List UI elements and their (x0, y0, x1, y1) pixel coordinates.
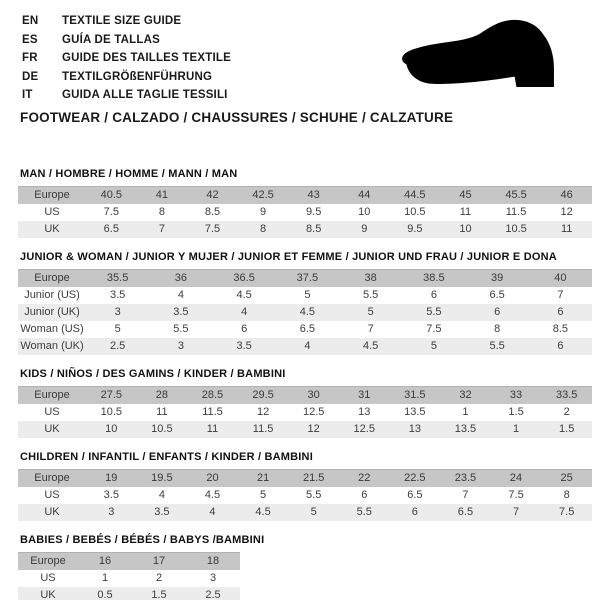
size-cell: 25 (560, 472, 573, 484)
size-cell: 20 (206, 472, 219, 484)
size-cell: 11 (459, 206, 472, 218)
table-row (18, 204, 592, 221)
size-cell: 8.5 (306, 223, 322, 235)
table-row (18, 470, 592, 488)
size-cell: 11.5 (202, 406, 223, 418)
row-label: US (40, 572, 56, 584)
size-cell: 2.5 (205, 589, 221, 600)
row-label: Europe (34, 389, 70, 401)
table-row (18, 421, 592, 438)
size-cell: 7.5 (559, 506, 575, 518)
size-cell: 10.5 (100, 406, 122, 418)
size-cell: 12.5 (353, 423, 375, 435)
table-row (18, 221, 592, 238)
size-cell: 4 (241, 306, 248, 318)
size-cell: 4 (177, 289, 184, 301)
size-cell: 44 (358, 189, 371, 201)
language-code: EN (22, 15, 39, 28)
size-cell: 6 (241, 323, 248, 335)
size-cell: 36 (174, 272, 187, 284)
size-cell: 7 (557, 289, 564, 301)
size-cell: 3.5 (236, 340, 252, 352)
table-row (18, 304, 592, 321)
row-label: UK (40, 589, 56, 600)
table-row (18, 504, 592, 521)
size-cell: 19.5 (151, 472, 173, 484)
size-cell: 9.5 (306, 206, 322, 218)
size-cell: 28 (155, 389, 169, 401)
row-label: UK (44, 223, 60, 235)
language-row (22, 68, 231, 87)
size-cell: 5.5 (489, 340, 505, 352)
size-cell: 1.5 (559, 423, 575, 435)
size-cell: 6 (557, 306, 564, 318)
size-cell: 1.5 (151, 589, 167, 600)
language-list (22, 12, 231, 105)
size-cell: 12 (307, 423, 320, 435)
size-cell: 22.5 (404, 472, 426, 484)
language-code: IT (22, 89, 33, 102)
language-label: GUIDA ALLE TAGLIE TESSILI (62, 89, 228, 102)
language-row (22, 31, 231, 50)
size-cell: 0.5 (97, 589, 113, 600)
size-cell: 7.5 (508, 489, 524, 501)
size-cell: 7 (367, 323, 374, 335)
language-label: GUIDE DES TAILLES TEXTILE (62, 52, 231, 65)
size-cell: 45.5 (505, 189, 527, 201)
size-cell: 7.5 (426, 323, 442, 335)
size-cell: 8 (494, 323, 501, 335)
table-row (18, 187, 592, 205)
size-cell: 10.5 (151, 423, 173, 435)
size-cell: 5.5 (173, 323, 189, 335)
size-cell: 11.5 (505, 206, 527, 218)
size-cell: 5 (430, 340, 437, 352)
row-label: Woman (US) (20, 323, 84, 335)
size-table-section-man (18, 168, 592, 238)
size-table (18, 386, 592, 438)
size-cell: 16 (98, 555, 112, 567)
size-cell: 39 (491, 272, 504, 284)
size-table (18, 552, 240, 600)
size-cell: 4 (304, 340, 311, 352)
size-cell: 3.5 (109, 289, 126, 301)
size-cell: 1 (512, 423, 520, 435)
language-label: TEXTILGRÖßENFÜHRUNG (62, 70, 213, 83)
size-cell: 19 (105, 472, 118, 484)
size-table (18, 186, 592, 238)
size-cell: 6.5 (407, 489, 423, 501)
size-cell: 8.5 (552, 323, 569, 335)
size-cell: 5.5 (306, 489, 322, 501)
size-cell: 10 (358, 206, 371, 218)
size-cell: 5 (367, 306, 374, 318)
size-cell: 42 (206, 189, 219, 201)
size-table-title: MAN / HOMBRE / HOMME / MANN / MAN (20, 168, 238, 180)
size-cell: 8 (260, 223, 267, 235)
size-cell: 11 (156, 406, 168, 418)
size-cell: 11 (206, 423, 219, 435)
size-cell: 33.5 (555, 389, 578, 401)
language-code: FR (22, 52, 38, 65)
size-cell: 9 (260, 206, 267, 218)
size-cell: 17 (152, 555, 166, 567)
size-cell: 13.5 (404, 406, 426, 418)
size-cell: 1 (462, 406, 469, 418)
size-cell: 4 (209, 506, 216, 518)
size-cell: 37.5 (296, 272, 319, 284)
row-label: Junior (UK) (24, 306, 80, 318)
language-label: GUÍA DE TALLAS (62, 33, 160, 46)
size-cell: 22 (358, 472, 371, 484)
size-table-section-babies (18, 534, 592, 600)
size-table-section-children (18, 451, 592, 521)
row-label: US (44, 406, 60, 418)
size-cell: 6 (557, 340, 564, 352)
size-cell: 9.5 (407, 223, 423, 235)
table-row (18, 287, 592, 304)
size-cell: 27.5 (100, 389, 122, 401)
size-table-title: BABIES / BEBÉS / BÉBÉS / BABYS /BAMBINI (20, 534, 265, 546)
size-cell: 41 (155, 189, 169, 201)
language-row (22, 86, 231, 105)
size-cell: 6 (430, 289, 437, 301)
size-cell: 6.5 (103, 223, 119, 235)
size-table-title: JUNIOR & WOMAN / JUNIOR Y MUJER / JUNIOR ET FEMME / JUNIOR UND FRAU / JUNIOR E DONA (20, 251, 557, 263)
size-cell: 5 (310, 506, 317, 518)
size-cell: 8 (563, 489, 570, 501)
size-cell: 3 (177, 340, 184, 352)
size-cell: 7.5 (204, 223, 221, 235)
size-cell: 43 (307, 189, 320, 201)
language-row (22, 49, 231, 68)
size-table (18, 469, 592, 521)
size-table-title: KIDS / NIÑOS / DES GAMINS / KINDER / BAMBINI (20, 368, 286, 380)
size-cell: 8 (158, 206, 165, 218)
table-row (18, 487, 592, 504)
size-cell: 4.5 (362, 340, 379, 352)
size-cell: 10.5 (404, 206, 426, 218)
size-cell: 35.5 (106, 272, 129, 284)
size-cell: 12.5 (302, 406, 325, 418)
size-cell: 36.5 (233, 272, 255, 284)
size-cell: 38 (364, 272, 377, 284)
size-cell: 5.5 (356, 506, 372, 518)
size-cell: 3.5 (103, 489, 119, 501)
size-cell: 6 (411, 506, 418, 518)
size-cell: 4 (158, 489, 165, 501)
size-cell: 4.5 (255, 506, 271, 518)
size-table-title: CHILDREN / INFANTIL / ENFANTS / KINDER / BAMBINI (20, 451, 313, 463)
size-cell: 23.5 (454, 472, 477, 484)
size-cell: 12 (560, 206, 573, 218)
size-cell: 6 (361, 489, 368, 501)
size-cell: 3.5 (154, 506, 170, 518)
size-table-section-junior-woman (18, 251, 592, 355)
size-cell: 6.5 (457, 506, 474, 518)
size-cell: 4.5 (204, 489, 221, 501)
row-label: Europe (34, 272, 70, 284)
size-cell: 29.5 (252, 389, 274, 401)
size-cell: 1 (101, 572, 109, 584)
tables-host (18, 168, 592, 600)
size-cell: 5 (114, 323, 121, 335)
size-cell: 4.5 (236, 289, 252, 301)
size-cell: 38.5 (423, 272, 445, 284)
table-row (18, 338, 592, 355)
size-cell: 6 (494, 306, 501, 318)
size-cell: 10.5 (505, 223, 527, 235)
size-cell: 18 (206, 555, 220, 567)
size-cell: 3 (114, 306, 121, 318)
language-code: DE (22, 70, 39, 83)
size-cell: 30 (307, 389, 320, 401)
size-cell: 40.5 (100, 189, 122, 201)
size-cell: 5 (304, 289, 311, 301)
size-cell: 42.5 (252, 189, 274, 201)
size-cell: 40 (554, 272, 567, 284)
size-cell: 13 (358, 406, 371, 418)
row-label: Europe (30, 555, 66, 567)
size-cell: 45 (459, 189, 472, 201)
size-cell: 3 (108, 506, 115, 518)
language-row (22, 12, 231, 31)
size-cell: 10 (105, 423, 118, 435)
size-cell: 2 (155, 572, 163, 584)
table-row (18, 570, 240, 587)
table-row (18, 587, 240, 600)
size-cell: 7 (512, 506, 520, 518)
table-row (18, 553, 240, 571)
dress-shoe-icon (386, 12, 584, 108)
size-cell: 24 (509, 472, 523, 484)
size-cell: 7 (462, 489, 469, 501)
size-cell: 44.5 (404, 189, 426, 201)
size-cell: 6.5 (299, 323, 316, 335)
size-table (18, 269, 592, 355)
size-cell: 4.5 (299, 306, 316, 318)
size-cell: 11 (560, 223, 573, 235)
category-heading: FOOTWEAR / CALZADO / CHAUSSURES / SCHUHE / CALZATURE (20, 110, 454, 125)
size-cell: 33 (509, 389, 523, 401)
size-cell: 9 (361, 223, 368, 235)
table-row (18, 387, 592, 405)
row-label: Europe (34, 472, 70, 484)
size-cell: 5.5 (426, 306, 442, 318)
size-cell: 1.5 (508, 406, 524, 418)
size-cell: 28.5 (201, 389, 224, 401)
size-cell: 5.5 (362, 289, 379, 301)
size-cell: 8.5 (204, 206, 221, 218)
size-cell: 7.5 (103, 206, 119, 218)
table-row (18, 270, 592, 288)
size-cell: 21.5 (302, 472, 325, 484)
size-cell: 31.5 (404, 389, 426, 401)
size-cell: 2 (563, 406, 570, 418)
size-cell: 31 (358, 389, 371, 401)
row-label: Woman (UK) (20, 340, 84, 352)
row-label: US (44, 489, 60, 501)
row-label: Europe (34, 189, 70, 201)
size-cell: 12 (256, 406, 270, 418)
size-cell: 6.5 (489, 289, 505, 301)
size-cell: 7 (158, 223, 165, 235)
size-cell: 3.5 (173, 306, 189, 318)
size-cell: 46 (560, 189, 573, 201)
size-cell: 2.5 (109, 340, 126, 352)
size-cell: 10 (459, 223, 472, 235)
row-label: Junior (US) (24, 289, 80, 301)
size-cell: 21 (256, 472, 270, 484)
size-cell: 11.5 (252, 423, 274, 435)
row-label: US (44, 206, 60, 218)
table-row (18, 404, 592, 421)
size-cell: 5 (260, 489, 267, 501)
row-label: UK (44, 423, 60, 435)
language-code: ES (22, 33, 38, 46)
size-cell: 3 (209, 572, 217, 584)
table-row (18, 321, 592, 338)
language-label: TEXTILE SIZE GUIDE (62, 15, 182, 28)
size-cell: 32 (459, 389, 472, 401)
size-cell: 13 (408, 423, 421, 435)
size-cell: 13.5 (454, 423, 477, 435)
row-label: UK (44, 506, 60, 518)
size-table-section-kids (18, 368, 592, 438)
